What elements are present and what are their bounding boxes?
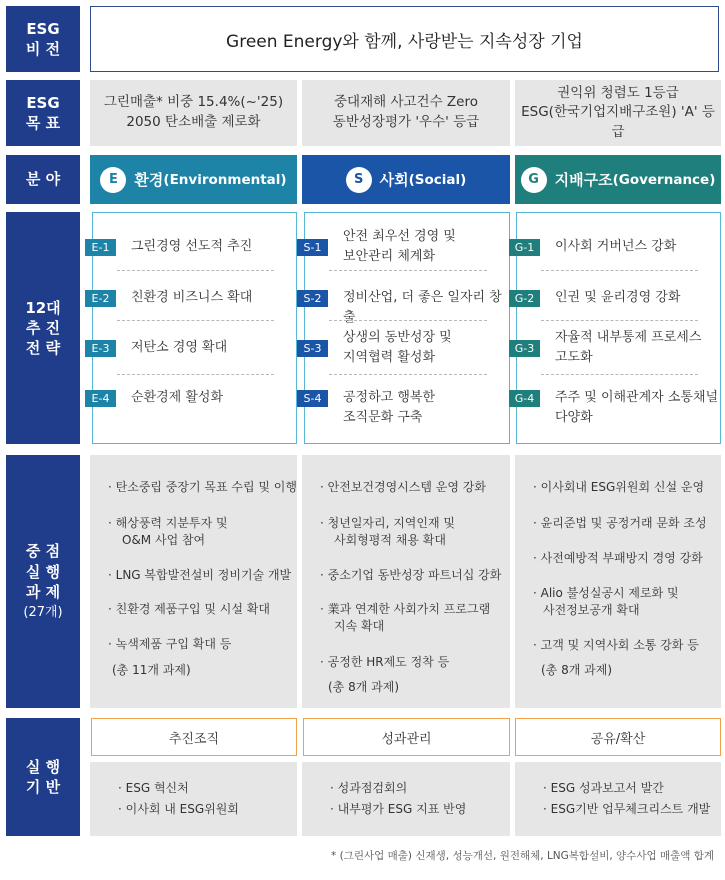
- strategy-code: G-3: [509, 340, 540, 357]
- strategy-code: E-4: [85, 390, 116, 407]
- tasks-governance: [515, 455, 721, 708]
- label-esg-goal: [6, 80, 80, 146]
- tasks-environmental: [90, 455, 297, 708]
- task-item: · 친환경 제품구입 및 시설 확대: [108, 602, 270, 616]
- label-text: 실 행: [25, 562, 61, 581]
- task-item: · 공정한 HR제도 정착 등: [320, 655, 450, 669]
- strategy-line: 순환경제 활성화: [131, 390, 224, 405]
- label-text: ESG: [26, 19, 60, 38]
- label-text: 전 략: [25, 339, 61, 358]
- base-items-organization: [90, 762, 297, 836]
- goal-line: 동반성장평가 '우수' 등급: [332, 114, 480, 130]
- base-header-performance: [303, 718, 510, 756]
- base-title: 추진조직: [168, 731, 220, 747]
- field-letter-badge: E: [100, 167, 126, 193]
- field-name: 사회: [379, 171, 409, 189]
- strategy-line: 인권 및 윤리경영 강화: [555, 290, 681, 305]
- field-social: [302, 155, 510, 204]
- strategy-line: 이사회 거버넌스 강화: [555, 239, 677, 254]
- divider: [329, 374, 487, 375]
- strategy-line: 조직문화 구축: [343, 409, 423, 425]
- strategy-line: 지역협력 활성화: [343, 349, 436, 365]
- vision-text: Green Energy와 함께, 사랑받는 지속성장 기업: [226, 31, 583, 52]
- field-subname: (Governance): [612, 171, 716, 188]
- label-text: ESG: [26, 93, 60, 112]
- divider: [117, 320, 274, 321]
- strategy-text: [343, 227, 456, 266]
- label-text: 중 점: [25, 542, 61, 561]
- task-item: · 윤리준법 및 공정거래 문화 조성: [533, 516, 707, 530]
- strategy-text: [343, 388, 435, 427]
- strategy-code: G-1: [509, 239, 540, 256]
- field-name: 지배구조: [554, 171, 613, 189]
- strategy-line: 자율적 내부통제 프로세스: [555, 330, 702, 345]
- label-text: 분 야: [25, 170, 61, 189]
- strategy-text: [555, 288, 680, 308]
- strategy-line: 정비산업, 더 좋은 일자리 창출: [343, 290, 502, 325]
- strategy-line: 다양화: [555, 409, 593, 425]
- task-item: · 해상풍력 지분투자 및: [108, 516, 228, 530]
- divider: [541, 270, 698, 271]
- strategy-box-governance: [516, 212, 721, 444]
- field-subname: (Environmental): [163, 171, 287, 188]
- base-item: · 내부평가 ESG 지표 반영: [330, 802, 467, 816]
- field-name: 환경: [134, 171, 164, 189]
- task-item: · 중소기업 동반성장 파트너십 강화: [320, 568, 502, 582]
- strategy-code: E-1: [85, 239, 116, 256]
- divider: [329, 320, 487, 321]
- label-text: 기 반: [25, 778, 61, 796]
- field-environmental: [90, 155, 297, 204]
- task-item: · 業과 연계한 사회가치 프로그램: [320, 602, 491, 616]
- tasks-social: [302, 455, 510, 708]
- field-subname: (Social): [408, 171, 467, 188]
- divider: [117, 270, 274, 271]
- task-item-cont: 사전정보공개 확대: [543, 603, 640, 617]
- task-item: · 청년일자리, 지역인재 및: [320, 516, 455, 530]
- strategy-line: 상생의 동반성장 및: [343, 330, 452, 345]
- strategy-text: [555, 237, 676, 257]
- strategy-text: [131, 288, 252, 308]
- label-field: [6, 155, 80, 204]
- task-item-cont: 사회형평적 채용 확대: [334, 533, 446, 547]
- task-item: · 사전예방적 부패방지 경영 강화: [533, 551, 703, 565]
- goal-line: ESG(한국기업지배구조원) 'A' 등급: [521, 104, 715, 140]
- base-item: · 이사회 내 ESG위원회: [118, 802, 239, 816]
- goal-social: [302, 80, 510, 146]
- goal-line: 2050 탄소배출 제로화: [126, 114, 261, 130]
- divider: [541, 374, 698, 375]
- field-letter-badge: G: [521, 167, 547, 193]
- goal-line: 권익위 청렴도 1등급: [557, 84, 679, 101]
- task-item: · 탄소중립 중장기 목표 수립 및 이행: [108, 480, 297, 494]
- strategy-text: [131, 237, 252, 257]
- strategy-text: [343, 328, 452, 367]
- label-text: 비 전: [25, 40, 61, 58]
- strategy-line: 공정하고 행복한: [343, 390, 436, 405]
- base-item: · 성과점검회의: [330, 781, 408, 795]
- field-governance: [515, 155, 721, 204]
- label-tasks: [6, 455, 80, 708]
- task-item: · Alio 불성실공시 제로화 및: [533, 586, 679, 600]
- strategy-code: S-2: [297, 290, 328, 307]
- strategy-code: G-4: [509, 390, 540, 407]
- strategy-code: G-2: [509, 290, 540, 307]
- label-text: 12대: [25, 298, 61, 317]
- base-item: · ESG 혁신처: [118, 781, 189, 795]
- label-text: 추 진: [25, 318, 61, 337]
- label-text: 과 제: [25, 582, 61, 601]
- task-total: (총 8개 과제): [328, 680, 399, 694]
- divider: [329, 270, 487, 271]
- strategy-code: S-4: [297, 390, 328, 407]
- divider: [117, 374, 274, 375]
- task-item-cont: O&M 사업 참여: [122, 533, 206, 547]
- task-item: · 녹색제품 구입 확대 등: [108, 637, 232, 651]
- label-subtext: (27개): [23, 605, 63, 621]
- strategy-code: S-3: [297, 340, 328, 357]
- base-items-performance: [302, 762, 510, 836]
- goal-line: 그린매출* 비중 15.4%(~'25): [103, 94, 284, 111]
- strategy-text: [343, 288, 509, 327]
- task-item: · 이사회내 ESG위원회 신설 운영: [533, 480, 705, 494]
- strategy-line: 저탄소 경영 확대: [131, 340, 228, 355]
- strategy-text: [555, 388, 718, 427]
- field-letter-badge: S: [346, 167, 372, 193]
- strategy-code: S-1: [297, 239, 328, 256]
- strategy-box-social: [304, 212, 510, 444]
- task-item: · 고객 및 지역사회 소통 강화 등: [533, 638, 699, 652]
- base-title: 성과관리: [381, 731, 432, 747]
- strategy-text: [555, 328, 701, 367]
- task-item-cont: 지속 확대: [334, 619, 385, 633]
- label-base: [6, 718, 80, 836]
- base-title: 공유/확산: [590, 731, 646, 747]
- strategy-box-environmental: [92, 212, 297, 444]
- task-total: (총 8개 과제): [541, 663, 612, 677]
- task-total: (총 11개 과제): [112, 663, 191, 677]
- footnote: * (그린사업 매출) 신재생, 성능개선, 원전해체, LNG복합설비, 양수사업 매출액 합계: [331, 850, 714, 862]
- goal-environmental: [90, 80, 297, 146]
- strategy-text: [131, 388, 223, 408]
- task-item: · LNG 복합발전설비 정비기술 개발: [108, 568, 292, 582]
- base-header-organization: [91, 718, 297, 756]
- base-header-sharing: [515, 718, 721, 756]
- base-item: · ESG기반 업무체크리스트 개발: [543, 802, 711, 816]
- strategy-line: 고도화: [555, 349, 593, 365]
- strategy-line: 보안관리 체계화: [343, 248, 436, 264]
- divider: [541, 320, 698, 321]
- task-item: · 안전보건경영시스템 운영 강화: [320, 480, 486, 494]
- strategy-code: E-2: [85, 290, 116, 307]
- base-items-sharing: [515, 762, 721, 836]
- vision-statement: [90, 6, 719, 72]
- base-item: · ESG 성과보고서 발간: [543, 781, 664, 795]
- label-text: 실 행: [25, 757, 61, 776]
- goal-governance: [515, 80, 721, 146]
- strategy-line: 안전 최우선 경영 및: [343, 229, 456, 244]
- strategy-line: 친환경 비즈니스 확대: [131, 290, 253, 305]
- strategy-code: E-3: [85, 340, 116, 357]
- strategy-text: [131, 338, 227, 358]
- strategy-line: 주주 및 이해관계자 소통채널: [555, 390, 719, 405]
- strategy-line: 그린경영 선도적 추진: [131, 239, 253, 254]
- label-esg-vision: [6, 6, 80, 72]
- goal-line: 중대재해 사고건수 Zero: [334, 94, 478, 111]
- label-strategy: [6, 212, 80, 444]
- label-text: 목 표: [25, 114, 61, 132]
